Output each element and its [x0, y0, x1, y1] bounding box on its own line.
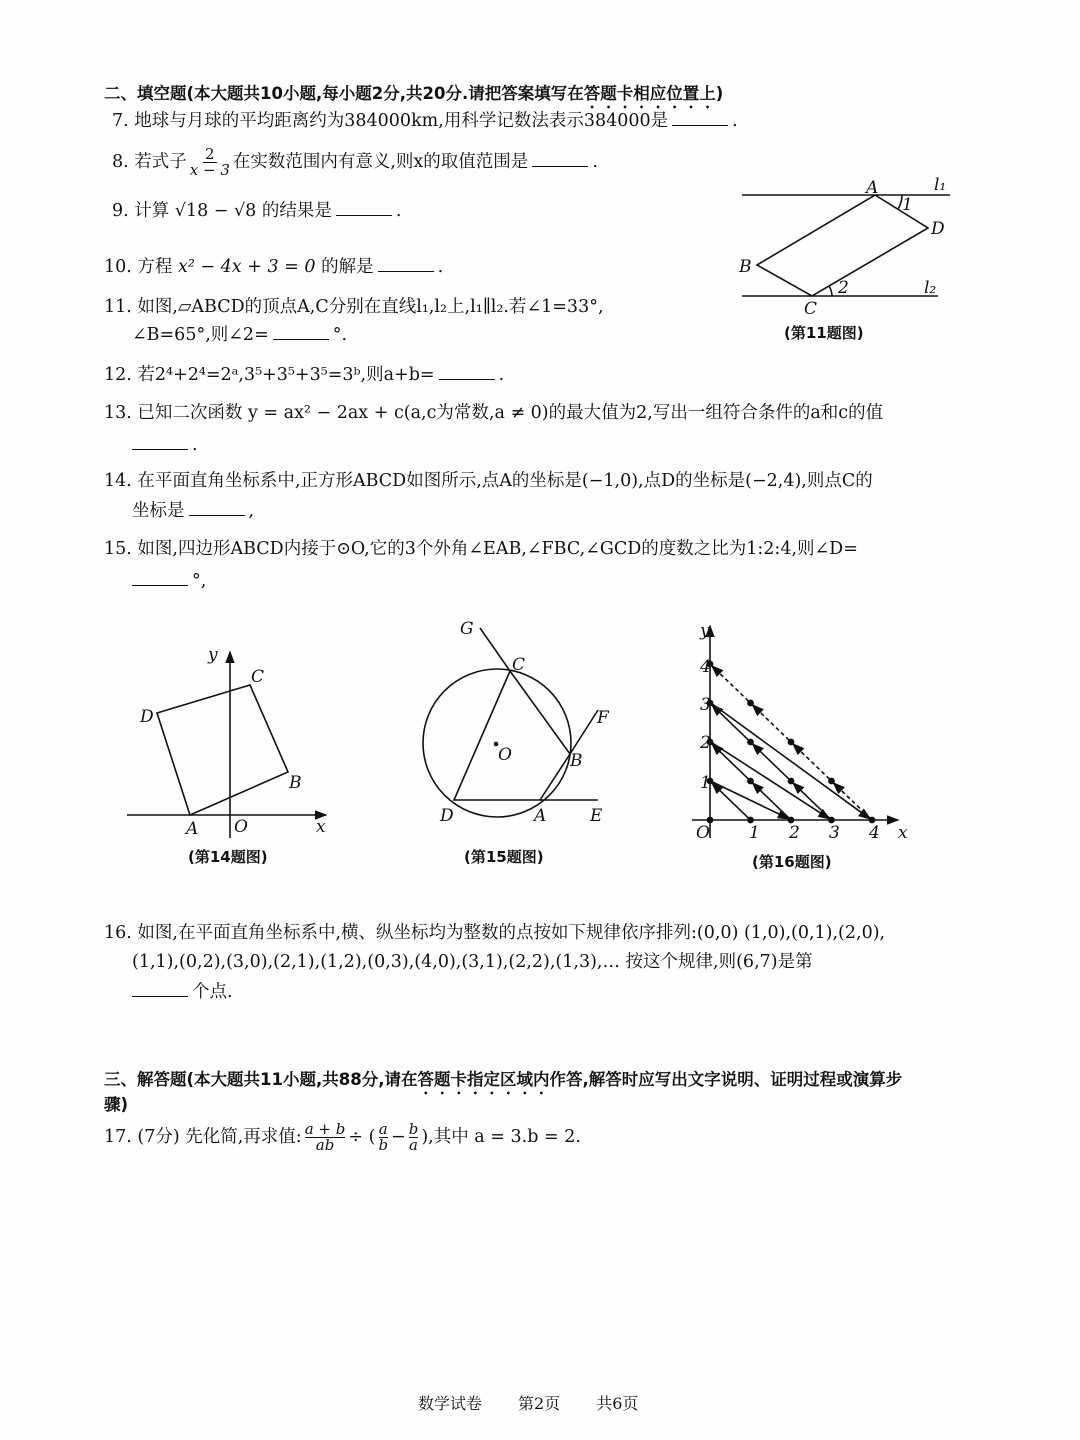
label-B: B	[289, 773, 302, 793]
lattice-point	[707, 817, 712, 822]
figure-11-caption: (第11题图)	[784, 324, 864, 342]
label-x: x	[316, 817, 326, 837]
header-end: )	[715, 84, 724, 103]
header-emphasis: 答题卡指定区域内	[417, 1070, 550, 1089]
label-A: A	[866, 178, 879, 198]
diagonal-arrow	[753, 705, 789, 740]
question-8: 8. 若式子 $\frac{2}{x - 3}$ 在实数范围内有意义,则x的取值范围是 .	[112, 145, 598, 179]
numerator: b	[408, 1120, 419, 1138]
q10-post: 的解是	[321, 257, 374, 277]
lattice-point	[829, 778, 834, 783]
question-15: 15. 如图,四边形ABCD内接于⊙O,它的3个外角∠EAB,∠FBC,∠GCD的度数之比为1:2:4,则∠D=	[104, 539, 858, 559]
header-emphasis: 答题卡相应位置上	[583, 84, 716, 103]
x-tick-1: 1	[749, 823, 760, 843]
denominator: x − 3	[189, 161, 230, 179]
question-14-line2: 坐标是 ,	[132, 501, 255, 521]
footer-page: 第2页	[518, 1394, 561, 1413]
extension-CG	[480, 628, 510, 671]
numerator: a	[378, 1120, 388, 1138]
x-tick-3: 3	[829, 823, 840, 843]
section3-header-cont: 骤)	[104, 1095, 129, 1114]
y-tick-4: 4	[700, 657, 711, 677]
denominator: a	[409, 1136, 418, 1154]
x-tick-4: 4	[869, 823, 880, 843]
diagonal-arrow	[793, 744, 829, 779]
figure-15	[423, 628, 598, 817]
lattice-point	[788, 778, 793, 783]
label-l2: l₂	[924, 278, 937, 298]
label-O: O	[498, 745, 512, 765]
label-C: C	[512, 655, 526, 675]
label-angle-1: 1	[902, 195, 913, 215]
header-text: 二、填空题(本大题共10小题,每小题2分,共20分.请把答案填写在	[104, 84, 584, 103]
q17-post: ),其中 a = 3.b = 2.	[421, 1127, 581, 1147]
lattice-point	[748, 700, 753, 705]
label-B: B	[739, 257, 752, 277]
footer-subject: 数学试卷	[418, 1394, 483, 1413]
label-angle-2: 2	[838, 278, 849, 298]
figure-14-caption: (第14题图)	[188, 848, 268, 866]
q11-pre: ∠B=65°,则∠2=	[132, 325, 269, 345]
return-arrow	[712, 743, 829, 819]
lattice-point	[748, 778, 753, 783]
numerator: 2	[205, 145, 215, 163]
question-7: 7. 地球与月球的平均距离约为384000km,用科学记数法表示384000是 .	[112, 111, 738, 131]
question-10: 10. 方程 x² − 4x + 3 = 0 的解是 .	[104, 257, 444, 277]
figure-14	[127, 652, 326, 838]
label-O: O	[696, 823, 710, 843]
divide: ÷ (	[348, 1127, 376, 1147]
label-B: B	[570, 751, 583, 771]
label-A: A	[534, 806, 547, 826]
q16-line3-text: 个点.	[192, 982, 233, 1002]
label-C: C	[804, 299, 818, 319]
q11-post: °.	[332, 325, 348, 345]
diagonal-arrow	[712, 744, 748, 779]
x-tick-2: 2	[789, 823, 800, 843]
angle-2-arc	[829, 286, 832, 296]
footer-total: 共6页	[596, 1394, 639, 1413]
figure-16	[692, 626, 898, 838]
q9-text: 9. 计算 √18 − √8 的结果是	[112, 201, 332, 221]
return-arrow	[712, 782, 789, 819]
label-D: D	[931, 219, 945, 239]
footer	[418, 1396, 638, 1412]
question-16-line1: 16. 如图,在平面直角坐标系中,横、纵坐标均为整数的点按如下规律依序排列:(0,0) (1,0),(0,1),(2,0),	[104, 923, 886, 943]
diagonal-arrow	[793, 783, 829, 818]
square-ABCD	[157, 685, 288, 815]
y-tick-1: 1	[700, 773, 711, 793]
diagonal-arrow	[712, 705, 748, 740]
y-tick-3: 3	[700, 695, 711, 715]
q8-pre: 8. 若式子	[112, 152, 187, 172]
label-D: D	[140, 707, 154, 727]
q10-pre: 10. 方程	[104, 257, 173, 277]
denominator: ab	[315, 1136, 335, 1154]
question-15-blank: °,	[132, 573, 206, 591]
question-11-line1: 11. 如图,▱ABCD的顶点A,C分别在直线l₁,l₂上,l₁∥l₂.若∠1=33°,	[104, 297, 604, 317]
numerator: a + b	[304, 1120, 346, 1138]
figure-16-caption: (第16题图)	[752, 853, 832, 871]
diagonal-arrow	[712, 783, 748, 818]
y-tick-2: 2	[700, 733, 711, 753]
label-l1: l₁	[934, 175, 947, 195]
figure-15-caption: (第15题图)	[464, 848, 544, 866]
question-13: 13. 已知二次函数 y = ax² − 2ax + c(a,c为常数,a ≠ 0)的最大值为2,写出一组符合条件的a和c的值	[104, 403, 884, 423]
label-y: y	[700, 621, 710, 641]
q7-text: 7. 地球与月球的平均距离约为384000km,用科学记数法表示384000是	[112, 111, 669, 131]
question-13-blank: .	[132, 437, 198, 455]
label-F: F	[597, 708, 609, 728]
label-O: O	[234, 817, 248, 837]
q14-line2-text: 坐标是	[132, 501, 185, 521]
label-E: E	[590, 806, 603, 826]
label-x: x	[898, 823, 908, 843]
diagonal-arrow	[834, 783, 870, 818]
lattice-point	[748, 817, 753, 822]
lattice-point	[748, 739, 753, 744]
lattice-point	[788, 739, 793, 744]
question-16-line2: (1,1),(0,2),(3,0),(2,1),(1,2),(0,3),(4,0),(3,1),(2,2),(1,3),… 按这个规律,则(6,7)是第	[132, 952, 813, 972]
header-text-2: 作答,解答时应写出文字说明、证明过程或演算步	[549, 1070, 903, 1089]
quadrilateral-ABCD	[454, 671, 570, 800]
question-9: 9. 计算 √18 − √8 的结果是 .	[112, 201, 402, 221]
question-12: 12. 若2⁴+2⁴=2ᵃ,3⁵+3⁵+3⁵=3ᵇ,则a+b= .	[104, 365, 505, 385]
equation: x² − 4x + 3 = 0	[177, 257, 316, 277]
q17-pre: 17. (7分) 先化简,再求值:	[104, 1127, 302, 1147]
q12-text: 12. 若2⁴+2⁴=2ᵃ,3⁵+3⁵+3⁵=3ᵇ,则a+b=	[104, 365, 435, 385]
question-14: 14. 在平面直角坐标系中,正方形ABCD如图所示,点A的坐标是(−1,0),点D的坐标是(−2,4),则点C的	[104, 471, 873, 491]
return-arrow	[712, 704, 870, 819]
label-A: A	[186, 819, 199, 839]
header-text: 三、解答题(本大题共11小题,共88分,请在	[104, 1070, 418, 1089]
minus: −	[391, 1127, 406, 1147]
denominator: b	[378, 1136, 389, 1154]
label-D: D	[440, 806, 454, 826]
label-y: y	[208, 645, 218, 665]
label-C: C	[251, 667, 265, 687]
diagonal-arrow	[753, 744, 789, 779]
diagonal-arrow	[712, 666, 748, 701]
extension-BF	[570, 710, 598, 754]
q8-post: 在实数范围内有意义,则x的取值范围是	[232, 152, 529, 172]
label-G: G	[460, 619, 474, 639]
